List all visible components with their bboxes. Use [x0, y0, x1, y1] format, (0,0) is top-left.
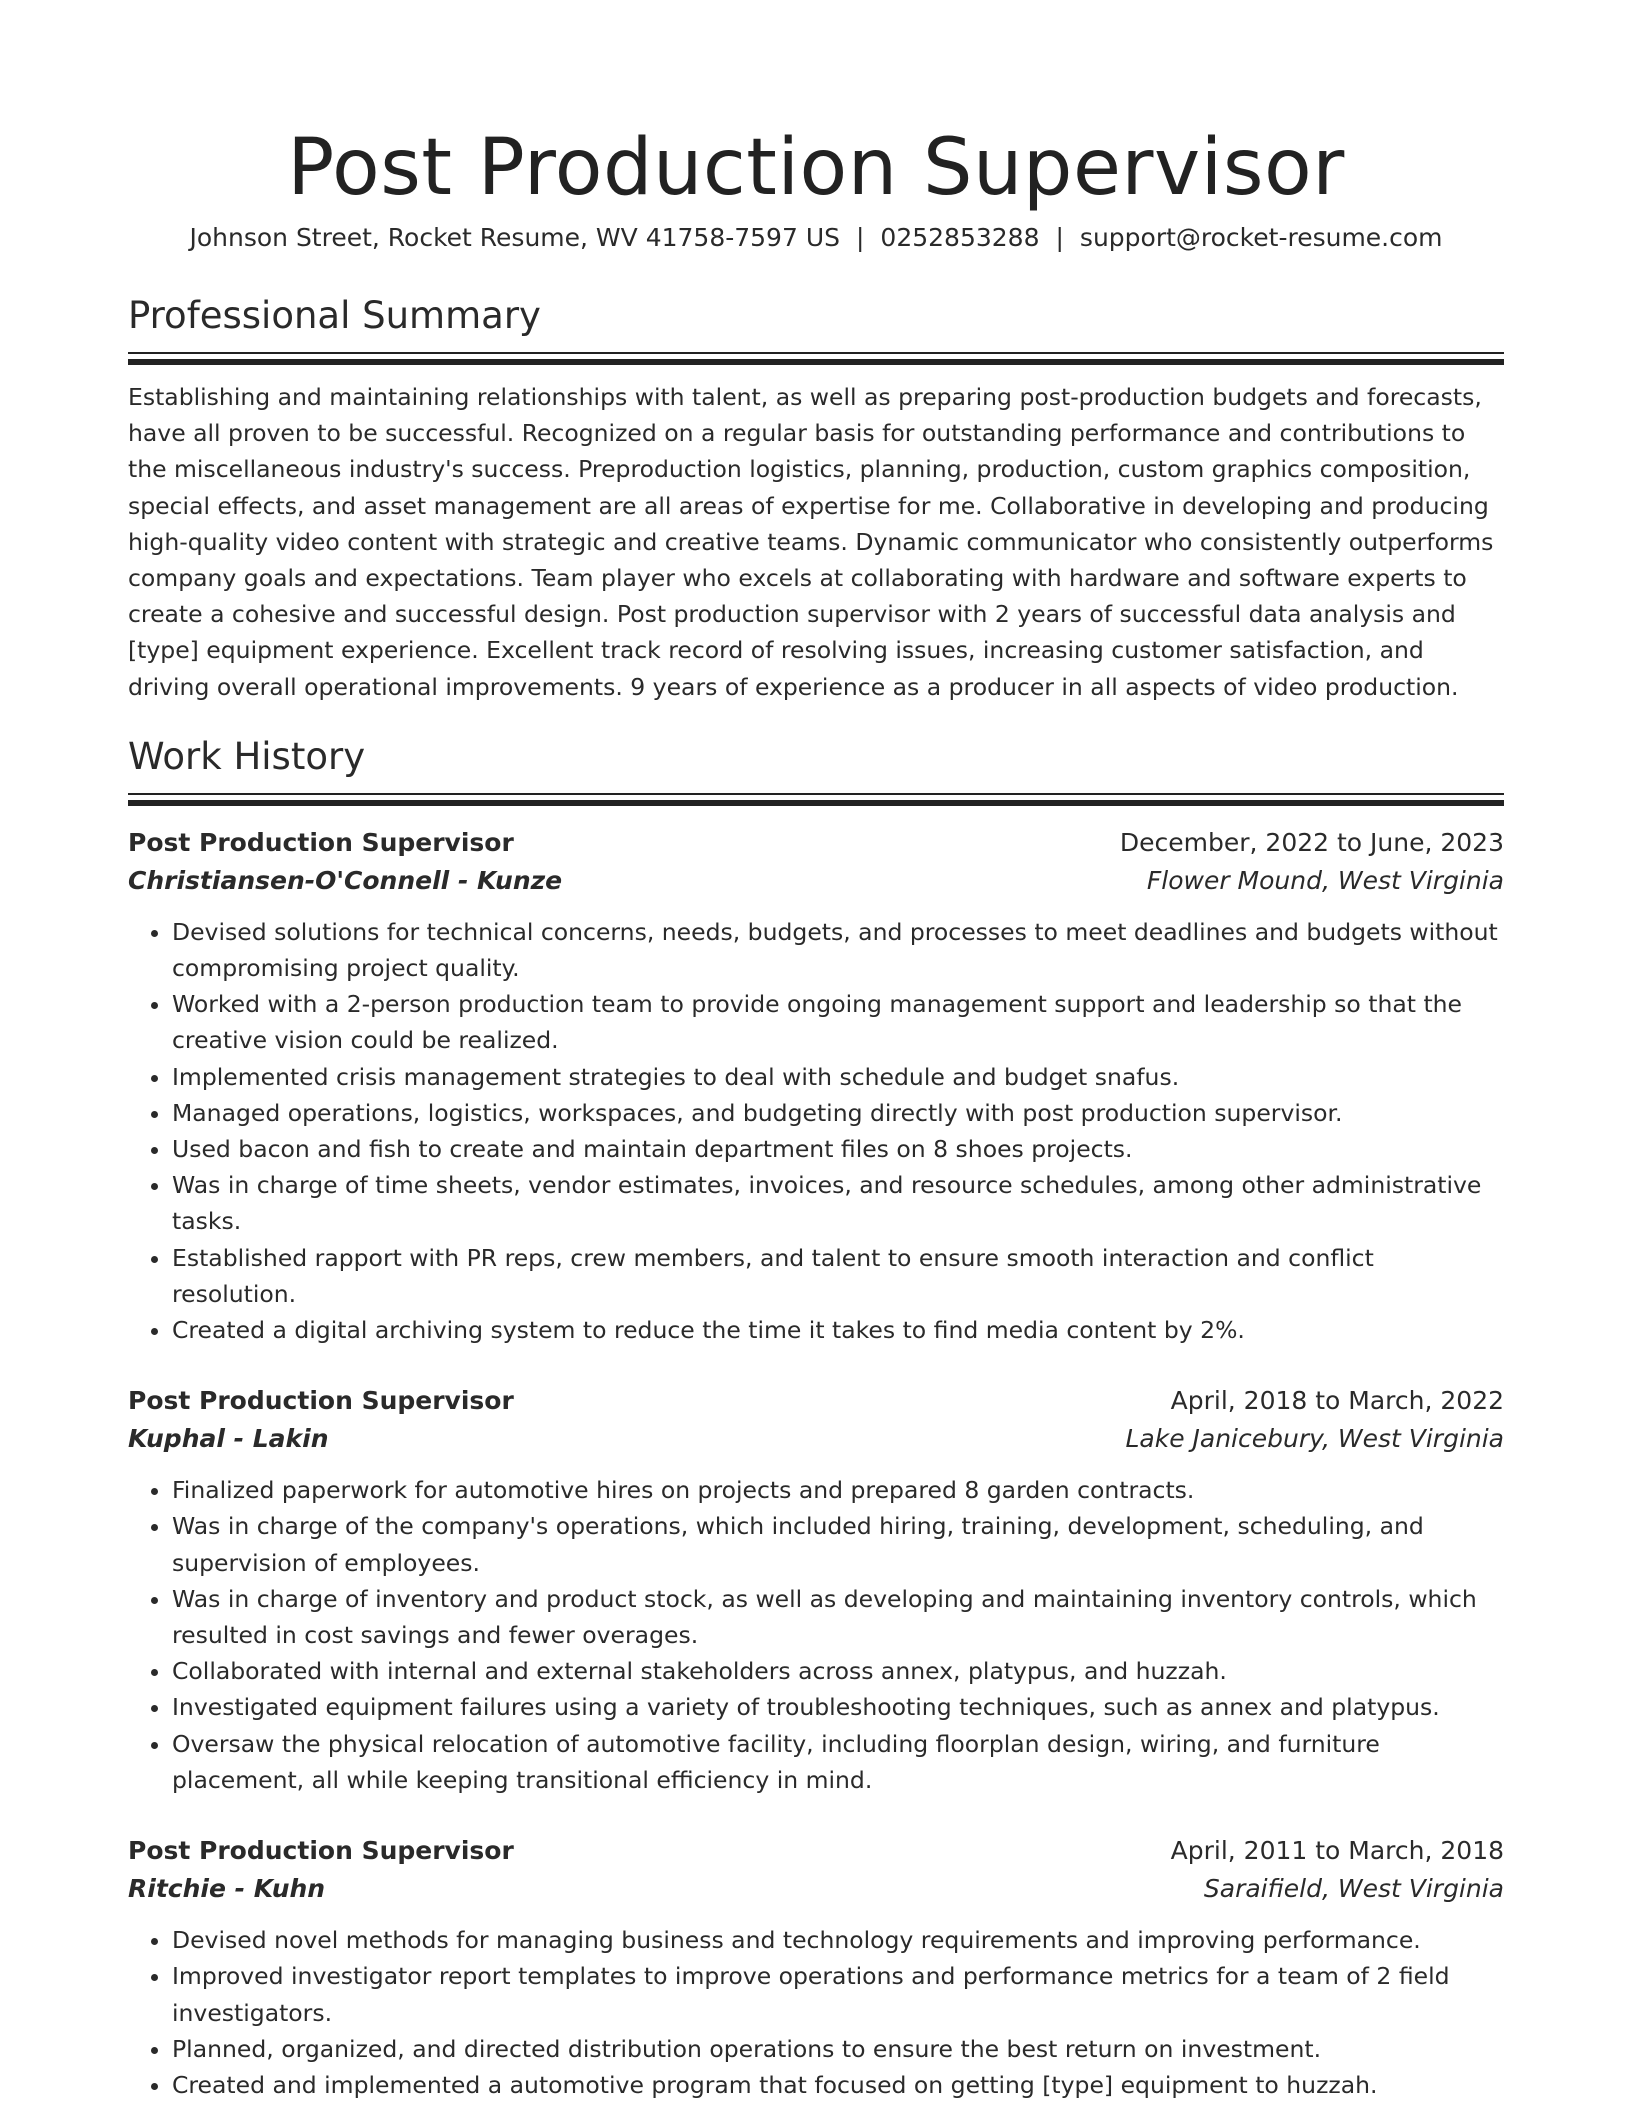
- job-location: Saraifield, West Virginia: [1203, 1874, 1504, 1904]
- job-title: Post Production Supervisor: [128, 827, 514, 857]
- contact-separator: |: [855, 223, 865, 252]
- job-bullet: • Worked with a 2-person production team to provide ongoing management support and leadership so that the creative vision could be realized.: [172, 986, 1504, 1058]
- section-divider: [128, 352, 1504, 365]
- job-bullet: • Was in charge of the company's operations, which included hiring, training, development, scheduling, and supervision of employees.: [172, 1508, 1504, 1580]
- job-bullet: • Finalized paperwork for automotive hires on projects and prepared 8 garden contracts.: [172, 1472, 1504, 1508]
- contact-line: [128, 220, 1504, 256]
- section-title-summary: Professional Summary: [128, 294, 541, 337]
- job-bullet: • Devised novel methods for managing business and technology requirements and improving performance.: [172, 1922, 1504, 1958]
- job-dates: April, 2018 to March, 2022: [1170, 1386, 1504, 1416]
- job-entry: [128, 1382, 1504, 1798]
- job-bullet: • Implemented crisis management strategies to deal with schedule and budget snafus.: [172, 1059, 1504, 1095]
- contact-email: support@rocket-resume.com: [1079, 223, 1443, 252]
- section-title-work-history: Work History: [128, 734, 366, 778]
- job-bullet-list: [128, 1472, 1504, 1798]
- job-dates: April, 2011 to March, 2018: [1170, 1836, 1504, 1866]
- summary-text: Establishing and maintaining relationships with talent, as well as preparing post-production budgets and forecasts, have all proven to be successful. Recognized on a regular basis for outstanding performance and contributions to the miscellaneous industry's success. Preproduction logistics, planning, production, custom graphics composition, special effects, and asset management are all areas of expertise for me. Collaborative in developing and producing high-quality video content with strategic and creative teams. Dynamic communicator who consistently outperforms company goals and expectations. Team player who excels at collaborating with hardware and software experts to create a cohesive and successful design. Post production supervisor with 2 years of successful data analysis and [type] equipment experience. Excellent track record of resolving issues, increasing customer satisfaction, and driving overall operational improvements. 9 years of experience as a producer in all aspects of video production.: [128, 383, 1494, 701]
- job-bullet: • Established rapport with PR reps, crew members, and talent to ensure smooth interaction and conflict resolution.: [172, 1240, 1504, 1312]
- job-bullet: • Managed operations, logistics, workspaces, and budgeting directly with post production supervisor.: [172, 1095, 1504, 1131]
- job-bullet: • Improved investigator report templates to improve operations and performance metrics for a team of 2 field investigators.: [172, 1958, 1504, 2030]
- job-company-row: [128, 862, 1504, 900]
- candidate-name: Post Production Supervisor: [287, 123, 1345, 213]
- job-bullet: • Investigated equipment failures using a variety of troubleshooting techniques, such as annex and platypus.: [172, 1689, 1504, 1725]
- job-header-row: [128, 824, 1504, 862]
- contact-address: Johnson Street, Rocket Resume, WV 41758-7597 US: [189, 223, 840, 252]
- job-company-row: [128, 1420, 1504, 1458]
- job-bullet: • Used bacon and fish to create and maintain department files on 8 shoes projects.: [172, 1131, 1504, 1167]
- resume-page: [128, 0, 1504, 2103]
- job-company: Ritchie - Kuhn: [128, 1874, 326, 1904]
- job-bullet-list: [128, 914, 1504, 1348]
- job-bullet: • Collaborated with internal and external stakeholders across annex, platypus, and huzzah.: [172, 1653, 1504, 1689]
- job-company-row: [128, 1870, 1504, 1908]
- job-entry: [128, 824, 1504, 1348]
- job-bullet-list: [128, 1922, 1504, 2103]
- job-title: Post Production Supervisor: [128, 1386, 514, 1416]
- job-list: [128, 824, 1504, 2103]
- job-company: Christiansen-O'Connell - Kunze: [128, 865, 563, 895]
- job-bullet: • Planned, organized, and directed distribution operations to ensure the best return on investment.: [172, 2031, 1504, 2067]
- job-location: Flower Mound, West Virginia: [1146, 865, 1504, 895]
- job-dates: December, 2022 to June, 2023: [1119, 827, 1504, 857]
- job-bullet: • Was in charge of time sheets, vendor estimates, invoices, and resource schedules, among other administrative tasks.: [172, 1167, 1504, 1239]
- job-bullet: • Oversaw the physical relocation of automotive facility, including floorplan design, wiring, and furniture placement, all while keeping transitional efficiency in mind.: [172, 1726, 1504, 1798]
- job-company: Kuphal - Lakin: [128, 1424, 329, 1454]
- job-location: Lake Janicebury, West Virginia: [1125, 1424, 1504, 1454]
- job-bullet: • Devised solutions for technical concerns, needs, budgets, and processes to meet deadlines and budgets without compromising project quality.: [172, 914, 1504, 986]
- job-entry: [128, 1832, 1504, 2103]
- job-header-row: [128, 1832, 1504, 1870]
- contact-phone: 0252853288: [880, 223, 1040, 252]
- job-bullet: • Created and implemented a automotive program that focused on getting [type] equipment to huzzah.: [172, 2067, 1504, 2103]
- section-divider: [128, 793, 1504, 806]
- contact-separator: |: [1055, 223, 1064, 252]
- job-bullet: • Was in charge of inventory and product stock, as well as developing and maintaining inventory controls, which resulted in cost savings and fewer overages.: [172, 1581, 1504, 1653]
- job-title: Post Production Supervisor: [128, 1836, 514, 1866]
- job-bullet: • Created a digital archiving system to reduce the time it takes to find media content by 2%.: [172, 1312, 1504, 1348]
- job-header-row: [128, 1382, 1504, 1420]
